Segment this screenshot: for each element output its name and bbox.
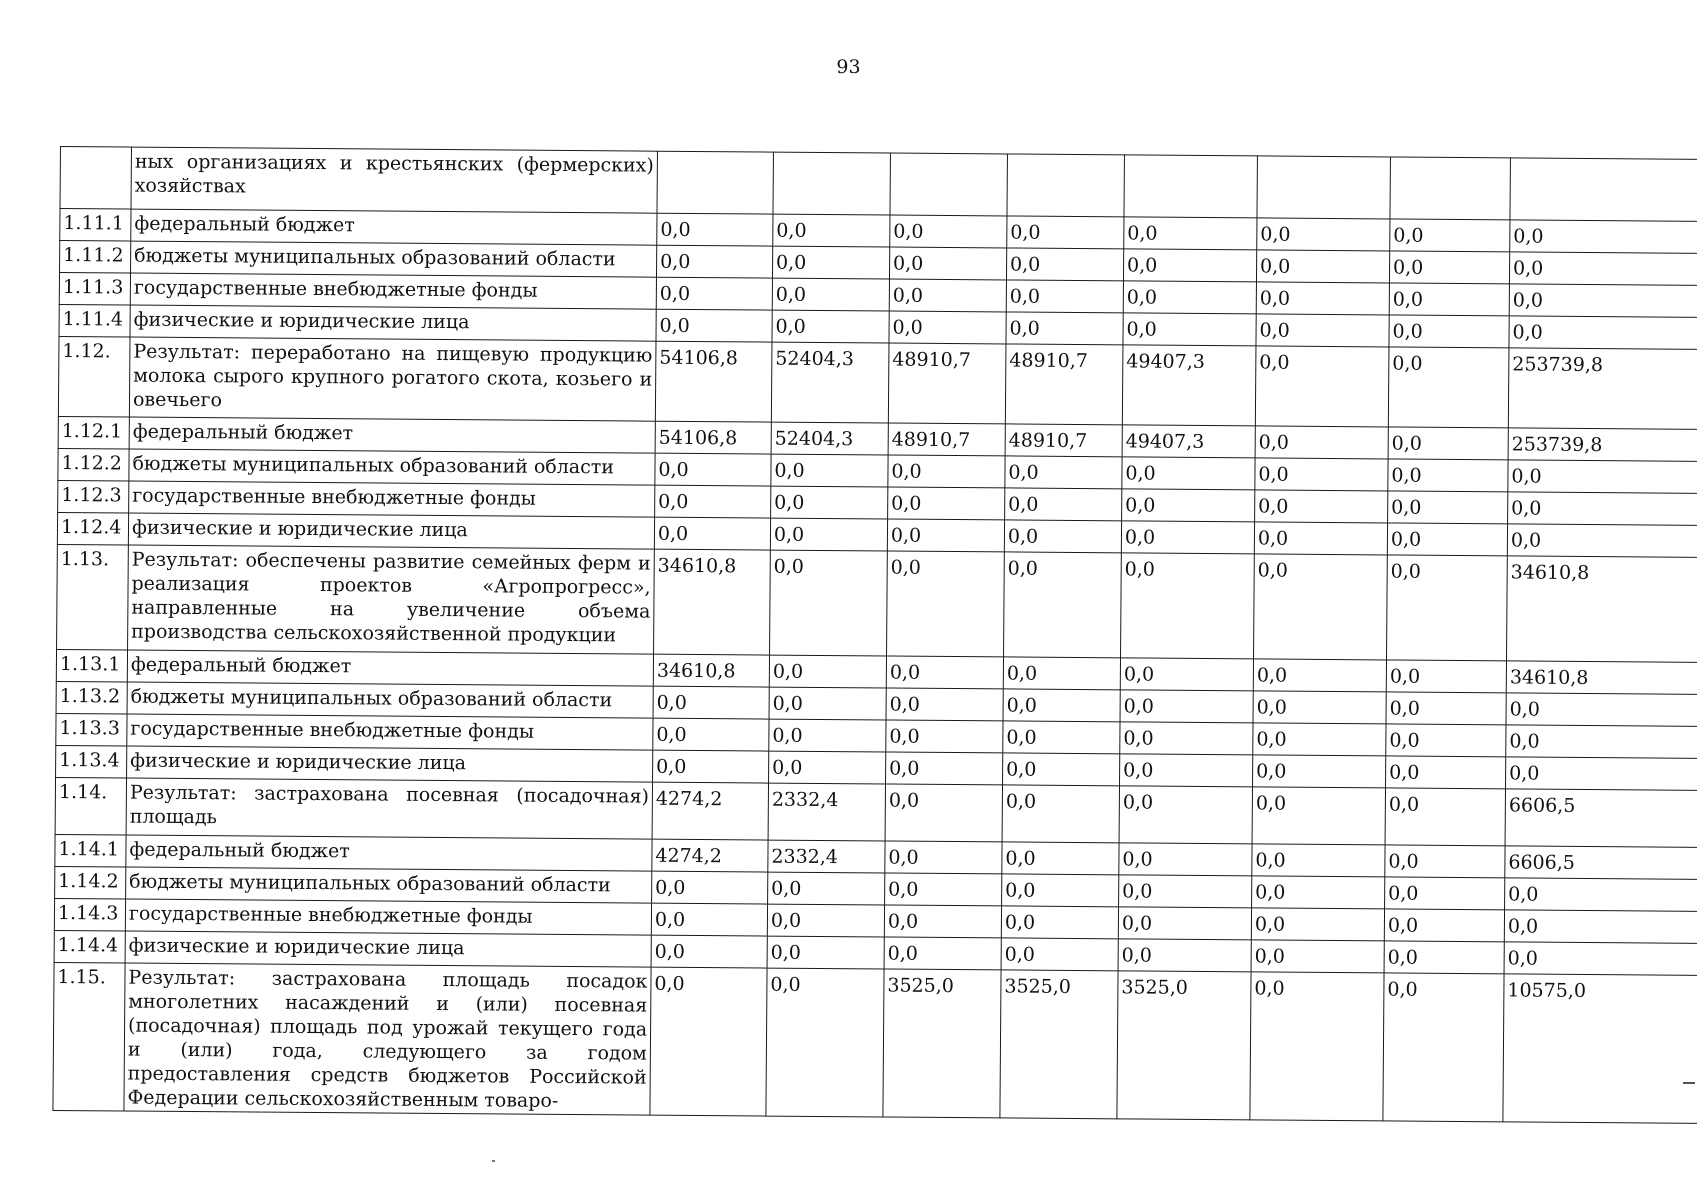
row-description: ных организациях и крестьянских (фермерских) хозяйствах <box>131 147 657 213</box>
row-value: 0,0 <box>1122 489 1255 522</box>
row-code: 1.11.1 <box>60 209 131 242</box>
row-value: 2332,4 <box>768 840 885 873</box>
row-total-value <box>1510 158 1697 222</box>
row-value: 0,0 <box>1006 248 1123 281</box>
row-total-value: 0,0 <box>1505 878 1697 912</box>
row-value: 0,0 <box>1388 427 1508 460</box>
row-value: 0,0 <box>1252 876 1385 909</box>
row-code: 1.13.3 <box>56 713 127 746</box>
row-total-value: 0,0 <box>1504 910 1697 944</box>
row-value: 0,0 <box>1005 488 1122 521</box>
row-value: 0,0 <box>771 486 888 519</box>
row-total-value: 253739,8 <box>1508 348 1697 430</box>
row-value: 0,0 <box>1255 426 1388 459</box>
row-description: федеральный бюджет <box>127 650 653 686</box>
row-value: 0,0 <box>769 655 886 688</box>
row-value: 4274,2 <box>652 782 768 840</box>
row-value: 0,0 <box>887 519 1004 552</box>
row-value: 0,0 <box>1383 973 1504 1122</box>
row-value: 0,0 <box>1121 553 1255 659</box>
row-code: 1.12.2 <box>58 448 129 481</box>
row-code: 1.12.3 <box>58 480 129 513</box>
row-value: 0,0 <box>1122 457 1255 490</box>
row-value: 0,0 <box>889 279 1006 312</box>
row-value: 0,0 <box>1003 657 1120 690</box>
row-value: 0,0 <box>1120 658 1253 691</box>
row-value: 0,0 <box>654 517 770 550</box>
row-value: 54106,8 <box>655 421 771 454</box>
row-code: 1.11.4 <box>59 304 130 337</box>
row-value: 0,0 <box>1118 939 1251 972</box>
row-total-value: 0,0 <box>1510 220 1697 254</box>
row-code: 1.14.4 <box>54 930 125 963</box>
row-value: 0,0 <box>655 485 771 518</box>
row-value: 0,0 <box>772 278 889 311</box>
row-value: 0,0 <box>1385 877 1505 910</box>
row-code: 1.12.1 <box>58 416 129 449</box>
row-value: 0,0 <box>656 277 772 310</box>
row-value: 0,0 <box>1002 874 1119 907</box>
row-total-value: 6606,5 <box>1505 789 1697 848</box>
row-description: физические и юридические лица <box>130 305 656 341</box>
row-value: 0,0 <box>1004 520 1121 553</box>
row-value: 49407,3 <box>1122 425 1255 458</box>
table-row <box>53 962 1697 1123</box>
row-code: 1.13.4 <box>56 745 127 778</box>
row-total-value: 0,0 <box>1504 942 1697 976</box>
row-code: 1.13.2 <box>56 681 127 714</box>
row-value: 0,0 <box>1385 845 1505 878</box>
row-value: 0,0 <box>1121 521 1254 554</box>
row-description: физические и юридические лица <box>125 931 651 967</box>
row-total-value: 0,0 <box>1507 524 1697 558</box>
row-value: 0,0 <box>768 872 885 905</box>
row-value: 0,0 <box>885 873 1002 906</box>
row-description: бюджеты муниципальных образований области <box>131 241 657 277</box>
row-value: 0,0 <box>769 719 886 752</box>
row-value: 0,0 <box>1006 280 1123 313</box>
row-total-value: 0,0 <box>1509 284 1697 318</box>
row-code: 1.12.4 <box>57 512 128 545</box>
row-value: 0,0 <box>772 310 889 343</box>
row-description: федеральный бюджет <box>129 417 655 453</box>
row-value: 0,0 <box>1385 788 1505 846</box>
row-value: 0,0 <box>1002 785 1119 843</box>
row-value: 0,0 <box>886 752 1003 785</box>
row-code: 1.11.3 <box>59 273 130 306</box>
row-value: 0,0 <box>887 551 1005 657</box>
row-value: 0,0 <box>1384 909 1504 942</box>
row-value: 0,0 <box>884 937 1001 970</box>
row-value: 0,0 <box>888 455 1005 488</box>
row-value: 0,0 <box>653 750 769 783</box>
row-total-value: 0,0 <box>1505 757 1697 791</box>
row-description: бюджеты муниципальных образований области <box>127 682 653 718</box>
row-value: 0,0 <box>651 935 767 968</box>
table-row <box>57 544 1697 662</box>
row-value: 0,0 <box>1255 458 1388 491</box>
row-value: 0,0 <box>885 841 1002 874</box>
page-number: 93 <box>836 56 861 78</box>
row-value: 0,0 <box>773 214 890 247</box>
row-value: 0,0 <box>884 905 1001 938</box>
row-value: 0,0 <box>1253 659 1386 692</box>
row-code: 1.14.3 <box>54 898 125 931</box>
row-value: 0,0 <box>1123 313 1256 346</box>
row-value: 0,0 <box>1390 219 1510 252</box>
row-value <box>1257 156 1390 219</box>
row-description: бюджеты муниципальных образований области <box>126 867 652 903</box>
row-value: 0,0 <box>1255 346 1389 427</box>
row-description: государственные внебюджетные фонды <box>127 714 653 750</box>
row-value <box>1007 154 1124 217</box>
row-value <box>657 151 773 214</box>
row-code: 1.13. <box>57 544 129 650</box>
row-value: 0,0 <box>1119 875 1252 908</box>
funding-table-sheet <box>52 146 1635 1123</box>
row-description: Результат: застрахована площадь посадок многолетних насаждений и (или) посевная (посадочная) площадь под урожай текущего года и (или) года, следующего за годом предоставления средств бюджетов Российской Федерации сельскохозяйственным товаро- <box>124 963 651 1115</box>
row-value: 0,0 <box>885 784 1002 842</box>
row-value: 2332,4 <box>768 783 885 841</box>
row-value <box>1390 157 1510 220</box>
row-value: 0,0 <box>1251 908 1384 941</box>
row-value: 0,0 <box>656 309 772 342</box>
row-total-value: 0,0 <box>1508 460 1697 494</box>
row-value: 0,0 <box>1253 691 1386 724</box>
row-description: государственные внебюджетные фонды <box>125 899 651 935</box>
row-description: государственные внебюджетные фонды <box>130 273 656 309</box>
row-value: 3525,0 <box>1000 970 1118 1119</box>
row-code: 1.14. <box>55 777 126 835</box>
row-value: 0,0 <box>772 246 889 279</box>
row-total-value: 0,0 <box>1506 725 1697 759</box>
row-value: 0,0 <box>657 213 773 246</box>
row-value: 0,0 <box>769 751 886 784</box>
row-code: 1.15. <box>53 962 125 1111</box>
row-value: 0,0 <box>1386 692 1506 725</box>
row-value: 0,0 <box>1385 756 1505 789</box>
row-value: 0,0 <box>770 518 887 551</box>
row-value: 48910,7 <box>888 343 1006 424</box>
row-value: 0,0 <box>1120 690 1253 723</box>
row-value: 0,0 <box>1123 281 1256 314</box>
row-value <box>890 153 1007 216</box>
row-value: 0,0 <box>886 688 1003 721</box>
row-value: 0,0 <box>767 936 884 969</box>
row-value: 0,0 <box>1388 491 1508 524</box>
row-code: 1.14.2 <box>55 866 126 899</box>
row-value: 0,0 <box>656 245 772 278</box>
table-row <box>58 336 1697 429</box>
funding-table <box>52 146 1697 1124</box>
row-value: 0,0 <box>1253 723 1386 756</box>
row-value: 0,0 <box>766 968 884 1117</box>
row-value: 0,0 <box>1384 941 1504 974</box>
row-value: 52404,3 <box>771 422 888 455</box>
row-value: 0,0 <box>1006 312 1123 345</box>
row-value: 0,0 <box>652 871 768 904</box>
row-code: 1.11.2 <box>60 241 131 274</box>
row-description: физические и юридические лица <box>127 746 653 782</box>
row-code: 1.12. <box>58 336 130 417</box>
row-description: Результат: обеспечены развитие семейных ферм и реализация проектов «Агропрогресс», направленные на увеличение объема производства сельскохозяйственной продукции <box>128 545 655 654</box>
row-value: 54106,8 <box>655 341 772 422</box>
row-value: 0,0 <box>1252 844 1385 877</box>
row-value: 52404,3 <box>771 342 889 423</box>
row-description: федеральный бюджет <box>131 209 657 245</box>
row-value: 0,0 <box>1254 522 1387 555</box>
row-description: Результат: застрахована посевная (посадочная) площадь <box>126 778 652 839</box>
row-value: 0,0 <box>653 686 769 719</box>
row-value: 0,0 <box>1252 787 1385 845</box>
row-total-value: 0,0 <box>1508 492 1697 526</box>
row-description: государственные внебюджетные фонды <box>129 481 655 517</box>
row-value: 34610,8 <box>653 654 769 687</box>
row-value: 0,0 <box>651 903 767 936</box>
row-value: 48910,7 <box>888 423 1005 456</box>
row-total-value: 0,0 <box>1509 316 1697 350</box>
row-value: 0,0 <box>1119 843 1252 876</box>
row-value: 0,0 <box>1387 523 1507 556</box>
row-value: 49407,3 <box>1122 345 1256 426</box>
row-value: 0,0 <box>1255 490 1388 523</box>
scan-speck <box>492 1160 495 1162</box>
row-value: 0,0 <box>1257 218 1390 251</box>
row-description: физические и юридические лица <box>128 513 654 549</box>
row-value <box>1124 155 1257 218</box>
row-value: 0,0 <box>886 720 1003 753</box>
row-value: 0,0 <box>1389 315 1509 348</box>
row-value: 0,0 <box>1119 786 1252 844</box>
row-value: 0,0 <box>769 687 886 720</box>
scan-mark <box>1683 1082 1695 1084</box>
row-value: 0,0 <box>1005 456 1122 489</box>
row-value: 0,0 <box>886 656 1003 689</box>
row-value: 0,0 <box>1386 724 1506 757</box>
row-value <box>773 152 890 215</box>
row-total-value: 34610,8 <box>1507 556 1697 663</box>
funding-table-body <box>53 147 1697 1124</box>
row-value: 0,0 <box>1120 722 1253 755</box>
row-value: 0,0 <box>1253 755 1386 788</box>
row-total-value: 6606,5 <box>1505 846 1697 880</box>
row-value: 0,0 <box>1389 283 1509 316</box>
row-total-value: 253739,8 <box>1508 428 1697 462</box>
row-value: 0,0 <box>1003 721 1120 754</box>
row-value: 3525,0 <box>883 969 1001 1118</box>
row-value: 0,0 <box>650 967 767 1116</box>
row-value: 0,0 <box>1389 251 1509 284</box>
row-value: 4274,2 <box>652 839 768 872</box>
row-value: 0,0 <box>1250 972 1384 1121</box>
row-value: 0,0 <box>1004 552 1122 658</box>
row-value: 0,0 <box>1254 554 1388 660</box>
row-description: федеральный бюджет <box>126 835 652 871</box>
row-total-value: 10575,0 <box>1503 974 1697 1124</box>
row-value: 0,0 <box>890 215 1007 248</box>
row-value: 0,0 <box>767 904 884 937</box>
row-value: 3525,0 <box>1117 971 1251 1120</box>
row-total-value: 34610,8 <box>1506 661 1697 695</box>
row-value: 48910,7 <box>1005 344 1123 425</box>
row-value: 0,0 <box>1251 940 1384 973</box>
row-value: 0,0 <box>1003 753 1120 786</box>
row-code: 1.13.1 <box>56 649 127 682</box>
row-value: 0,0 <box>1256 314 1389 347</box>
row-value: 0,0 <box>1388 459 1508 492</box>
row-code: 1.14.1 <box>55 834 126 867</box>
row-value: 0,0 <box>888 487 1005 520</box>
row-value: 0,0 <box>1001 906 1118 939</box>
row-value: 0,0 <box>1123 249 1256 282</box>
row-value: 0,0 <box>889 247 1006 280</box>
row-value: 34610,8 <box>654 549 771 655</box>
row-total-value: 0,0 <box>1509 252 1697 286</box>
row-value: 0,0 <box>1387 555 1508 661</box>
row-value: 0,0 <box>1007 216 1124 249</box>
row-value: 0,0 <box>889 311 1006 344</box>
row-code <box>60 147 131 210</box>
row-value: 0,0 <box>771 454 888 487</box>
row-value: 0,0 <box>1003 689 1120 722</box>
row-value: 48910,7 <box>1005 424 1122 457</box>
row-value: 0,0 <box>653 718 769 751</box>
row-value: 0,0 <box>1002 842 1119 875</box>
row-value: 0,0 <box>1256 250 1389 283</box>
row-value: 0,0 <box>1124 217 1257 250</box>
row-value: 0,0 <box>1386 660 1506 693</box>
row-value: 0,0 <box>1388 347 1509 428</box>
row-value: 0,0 <box>655 453 771 486</box>
row-value: 0,0 <box>1118 907 1251 940</box>
row-description: Результат: переработано на пищевую продукцию молока сырого крупного рогатого скота, козьего и овечьего <box>129 337 656 421</box>
row-description: бюджеты муниципальных образований области <box>129 449 655 485</box>
row-value: 0,0 <box>1256 282 1389 315</box>
row-value: 0,0 <box>1001 938 1118 971</box>
row-value: 0,0 <box>770 550 888 656</box>
row-value: 0,0 <box>1120 754 1253 787</box>
row-total-value: 0,0 <box>1506 693 1697 727</box>
